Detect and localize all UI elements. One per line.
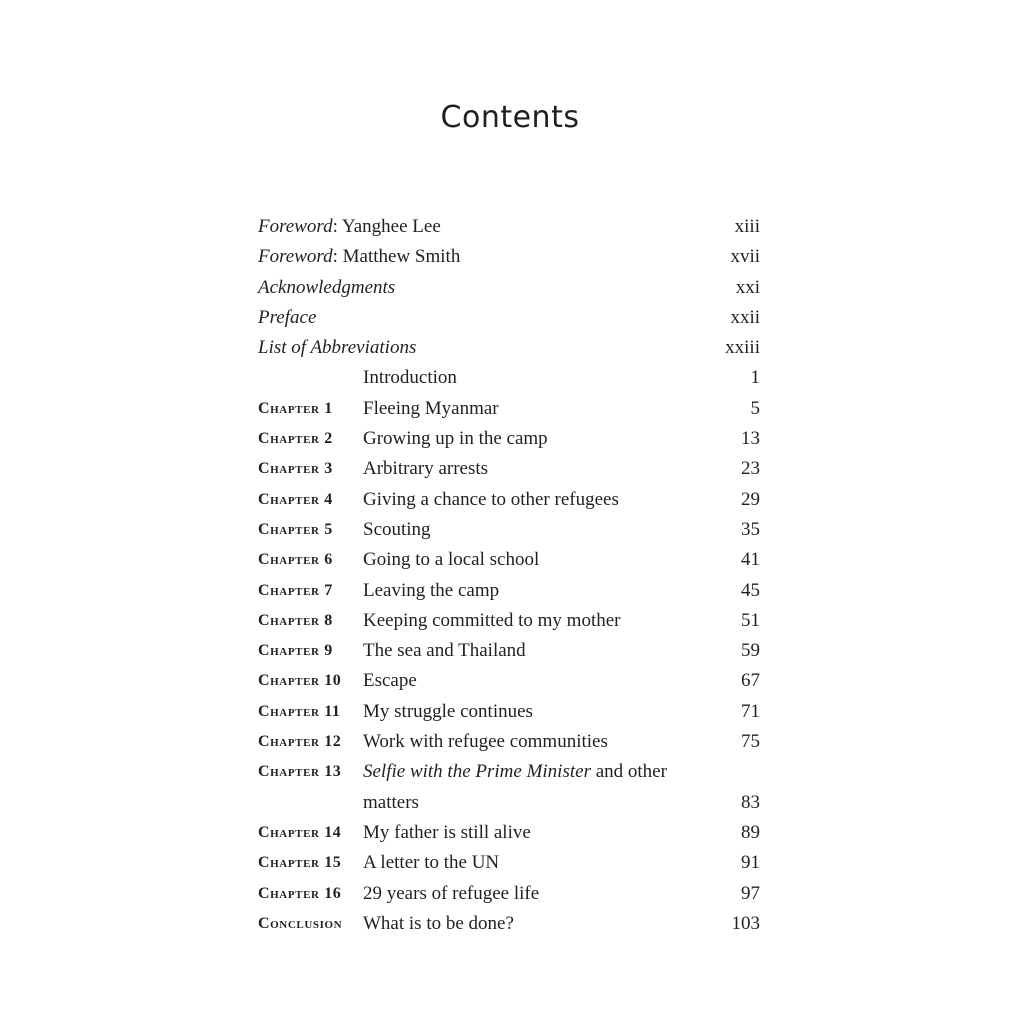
toc-chapter-label: Chapter 7 xyxy=(258,581,333,599)
toc-page-number: xxi xyxy=(735,276,760,298)
toc-entry-title: Giving a chance to other refugees xyxy=(363,488,619,510)
toc-page-number: 71 xyxy=(741,700,760,722)
toc-entry-title: Work with refugee communities xyxy=(363,731,608,753)
toc-row-chapter-14 xyxy=(258,818,760,848)
toc-entry-title: A letter to the UN xyxy=(363,852,500,874)
toc-page-number: 23 xyxy=(741,458,760,480)
toc-entry-title: List of Abbreviations xyxy=(258,337,417,359)
toc-page-number: 13 xyxy=(741,428,760,450)
toc-row-abbreviations xyxy=(258,333,760,363)
toc-page-number: xvii xyxy=(730,246,760,268)
toc-entry-title: Fleeing Myanmar xyxy=(363,397,499,419)
toc-entry-title-continued: matters xyxy=(363,791,419,813)
toc-row-chapter-10 xyxy=(258,666,760,696)
toc-row-chapter-8 xyxy=(258,606,760,636)
toc-page-number: 83 xyxy=(741,791,760,813)
toc-row-chapter-13 xyxy=(258,757,760,787)
toc-entry-title: Introduction xyxy=(363,367,457,389)
toc-page-number: 41 xyxy=(741,549,760,571)
toc-row-preface xyxy=(258,303,760,333)
toc-chapter-label: Chapter 8 xyxy=(258,611,333,629)
toc-row-chapter-7 xyxy=(258,576,760,606)
toc-chapter-label: Chapter 6 xyxy=(258,551,333,569)
toc-chapter-label: Chapter 15 xyxy=(258,854,342,872)
toc-entry-title: 29 years of refugee life xyxy=(363,882,540,904)
toc-chapter-label: Chapter 16 xyxy=(258,884,342,902)
toc-row-chapter-11 xyxy=(258,697,760,727)
toc-entry-title: What is to be done? xyxy=(363,912,514,934)
toc-chapter-label: Chapter 13 xyxy=(258,763,342,781)
toc-chapter-label: Chapter 12 xyxy=(258,733,342,751)
toc-page-number: 5 xyxy=(750,397,760,419)
toc-row-conclusion xyxy=(258,909,760,939)
toc-page-number: 91 xyxy=(741,852,760,874)
toc-row-chapter-4 xyxy=(258,485,760,515)
toc-chapter-label: Chapter 9 xyxy=(258,642,333,660)
toc-page-number: 75 xyxy=(741,731,760,753)
toc-page-number: 45 xyxy=(741,579,760,601)
toc-chapter-label: Chapter 3 xyxy=(258,460,333,478)
toc-entry-title: The sea and Thailand xyxy=(363,640,526,662)
toc-entry-title: My father is still alive xyxy=(363,821,531,843)
toc-row-chapter-12 xyxy=(258,727,760,757)
toc-row-chapter-13-continued xyxy=(258,788,760,818)
toc-page-number: 59 xyxy=(741,640,760,662)
toc-entry-title: Acknowledgments xyxy=(258,276,396,298)
toc-chapter-label: Chapter 2 xyxy=(258,430,333,448)
toc-page-number: xxii xyxy=(730,306,760,328)
toc-page-number: 1 xyxy=(750,367,760,389)
toc-page-number: 97 xyxy=(741,882,760,904)
toc-entry-title: Foreword: Matthew Smith xyxy=(258,246,461,268)
toc-entry-title: My struggle continues xyxy=(363,700,533,722)
page-title: Contents xyxy=(440,100,580,135)
toc-entry-title: Keeping committed to my mother xyxy=(363,609,621,631)
toc-page-number: 89 xyxy=(741,821,760,843)
toc-row-acknowledgments xyxy=(258,273,760,303)
toc-entry-title: Going to a local school xyxy=(363,549,540,571)
toc-page-number: xxiii xyxy=(725,337,760,359)
toc-chapter-label: Chapter 5 xyxy=(258,520,333,538)
toc-page-number: 103 xyxy=(731,912,760,934)
toc-page-number: 29 xyxy=(741,488,760,510)
toc-entry-title: Scouting xyxy=(363,518,431,540)
toc-page-number: 51 xyxy=(741,609,760,631)
toc-page-number: xiii xyxy=(734,216,760,237)
toc-row-introduction xyxy=(258,363,760,393)
toc-chapter-label: Chapter 14 xyxy=(258,823,342,841)
toc-chapter-label: Chapter 11 xyxy=(258,702,341,720)
toc-entry-title: Leaving the camp xyxy=(363,579,500,601)
toc-row-chapter-16 xyxy=(258,879,760,909)
toc-entry-title: Arbitrary arrests xyxy=(363,458,489,480)
toc-row-foreword-smith xyxy=(258,242,760,272)
toc-entry-title: Preface xyxy=(258,306,317,328)
toc-entry-title: Selfie with the Prime Minister and other xyxy=(363,761,667,783)
toc-row-chapter-9 xyxy=(258,636,760,666)
toc-entry-title: Growing up in the camp xyxy=(363,428,548,450)
toc-chapter-label: Chapter 10 xyxy=(258,672,342,690)
toc-page-number: 35 xyxy=(741,518,760,540)
toc-entry-title: Escape xyxy=(363,670,417,692)
toc-entry-title: Foreword: Yanghee Lee xyxy=(258,216,441,237)
toc-row-chapter-2 xyxy=(258,424,760,454)
toc-row-foreword-lee xyxy=(258,212,760,242)
toc-chapter-label: Chapter 1 xyxy=(258,399,333,417)
toc-row-chapter-3 xyxy=(258,454,760,484)
toc-row-chapter-15 xyxy=(258,848,760,878)
toc-page-number: 67 xyxy=(741,670,760,692)
table-of-contents xyxy=(258,212,760,939)
toc-chapter-label: Conclusion xyxy=(258,914,343,932)
toc-row-chapter-6 xyxy=(258,545,760,575)
toc-row-chapter-5 xyxy=(258,515,760,545)
toc-chapter-label: Chapter 4 xyxy=(258,490,333,508)
toc-row-chapter-1 xyxy=(258,394,760,424)
